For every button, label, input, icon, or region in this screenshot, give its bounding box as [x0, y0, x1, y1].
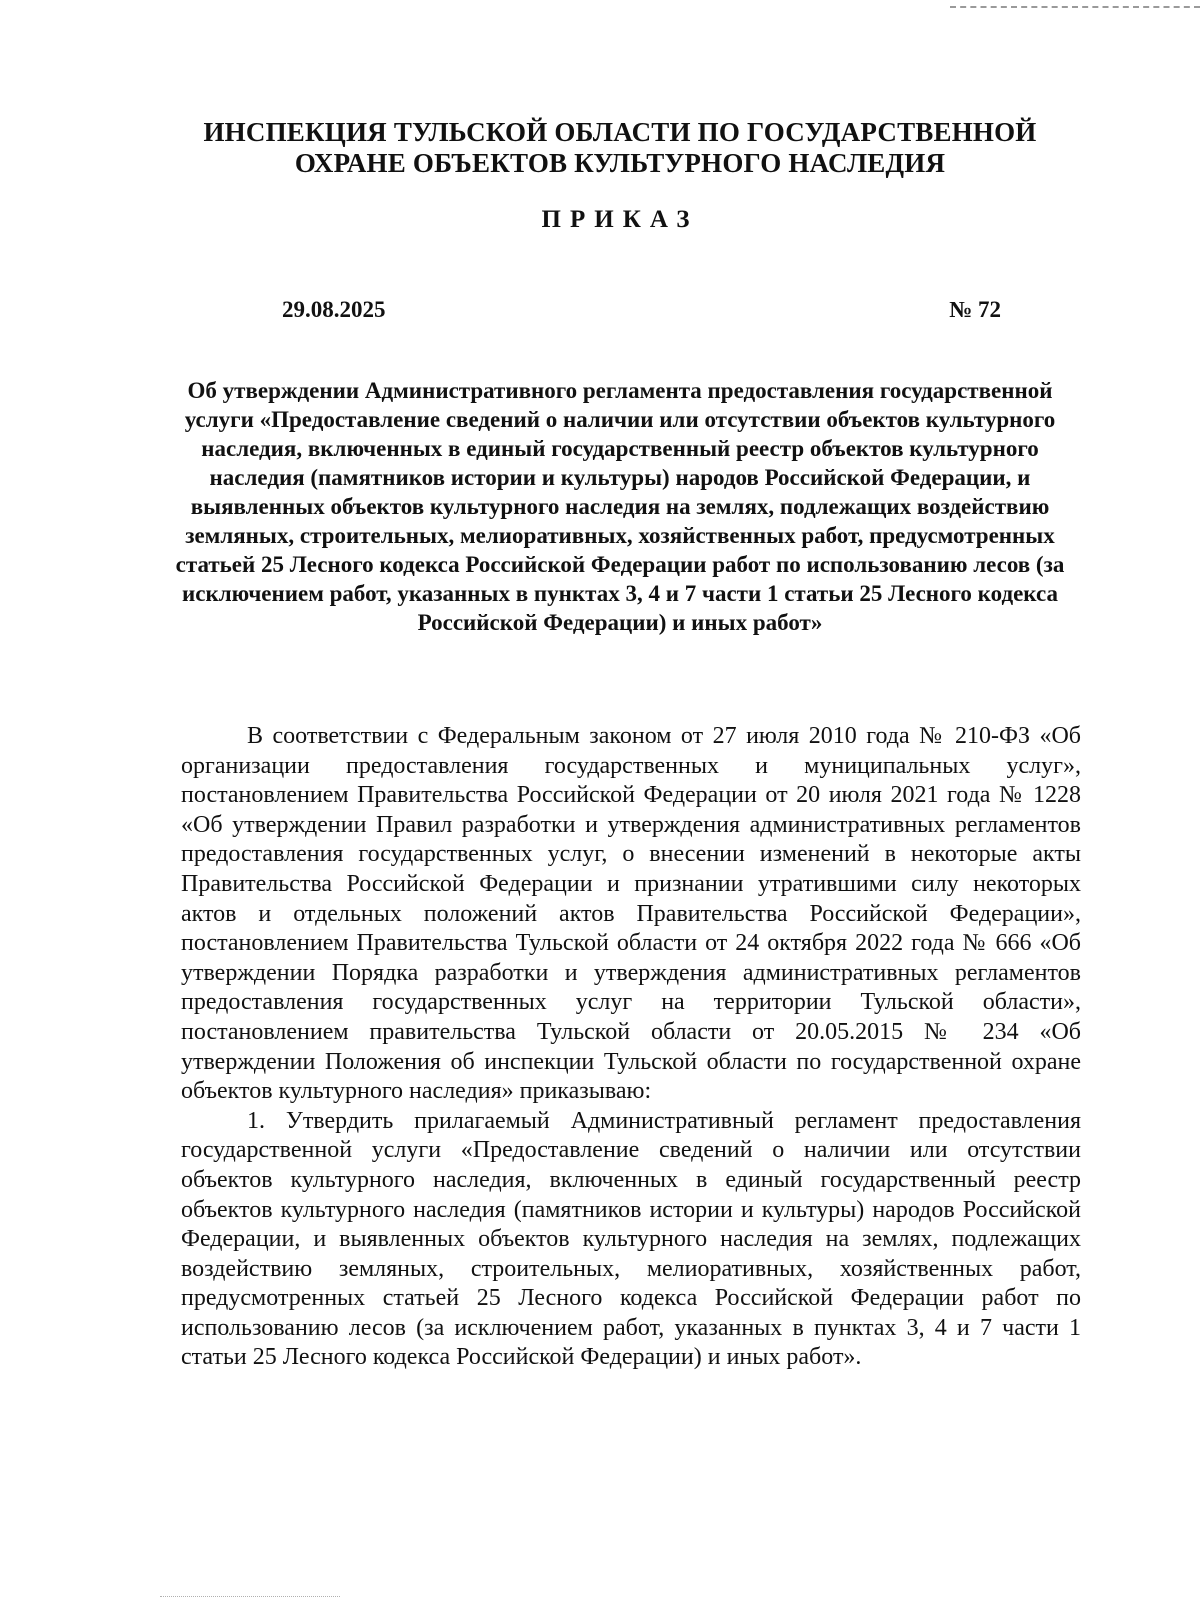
order-subject: Об утверждении Административного регламента предоставления государственной услуги «Предоставление сведений о наличии или отсутствии объектов культурного наследия, включенных в единый государственный реестр объектов культурного наследия (памятников истории и культуры) народов Российской Федерации, и выявленных объектов культурного наследия на землях, подлежащих воздействию земляных, строительных, мелиоративных, хозяйственных работ, предусмотренных статьей 25 Лесного кодекса Российской Федерации работ по использованию лесов (за исключением работ, указанных в пунктах 3, 4 и 7 части 1 статьи 25 Лесного кодекса Российской Федерации) и иных работ» — [175, 378, 1065, 635]
scan-artifact-top — [950, 6, 1200, 8]
item-1-paragraph: 1. Утвердить прилагаемый Административный регламент предоставления государственной услуги «Предоставление сведений о наличии или отсутствии объектов культурного наследия, включенных в единый государственный реестр объектов культурного наследия (памятников истории и культуры) народов Российской Федерации, и выявленных объектов культурного наследия на землях, подлежащих воздействию земляных, строительных, мелиоративных, хозяйственных работ, предусмотренных статьей 25 Лесного кодекса Российской Федерации работ по использованию лесов (за исключением работ, указанных в пунктах 3, 4 и 7 части 1 статьи 25 Лесного кодекса Российской Федерации) и иных работ». — [181, 1107, 1081, 1371]
document-type: ПРИКАЗ — [541, 206, 699, 233]
scan-artifact-bottom — [160, 1596, 340, 1597]
order-body — [181, 722, 1081, 1373]
issuing-authority-line-2: ОХРАНЕ ОБЪЕКТОВ КУЛЬТУРНОГО НАСЛЕДИЯ — [294, 148, 946, 178]
order-number: № 72 — [949, 297, 1001, 322]
preamble-paragraph: В соответствии с Федеральным законом от 27 июля 2010 года № 210-ФЗ «Об организации предоставления государственных и муниципальных услуг», постановлением Правительства Российской Федерации от 20 июля 2021 года № 1228 «Об утверждении Правил разработки и утверждения административных регламентов предоставления государственных услуг, о внесении изменений в некоторые акты Правительства Российской Федерации и признании утратившими силу некоторых актов и отдельных положений актов Правительства Российской Федерации», постановлением Правительства Тульской области от 24 октября 2022 года № 666 «Об утверждении Порядка разработки и утверждения административных регламентов предоставления государственных услуг на территории Тульской области», постановлением правительства Тульской области от 20.05.2015 № 234 «Об утверждении Положения об инспекции Тульской области по государственной охране объектов культурного наследия» приказываю: — [181, 723, 1081, 1105]
order-date: 29.08.2025 — [282, 297, 386, 322]
issuing-authority — [180, 117, 1060, 179]
issuing-authority-line-1: ИНСПЕКЦИЯ ТУЛЬСКОЙ ОБЛАСТИ ПО ГОСУДАРСТВЕННОЙ — [203, 117, 1037, 147]
